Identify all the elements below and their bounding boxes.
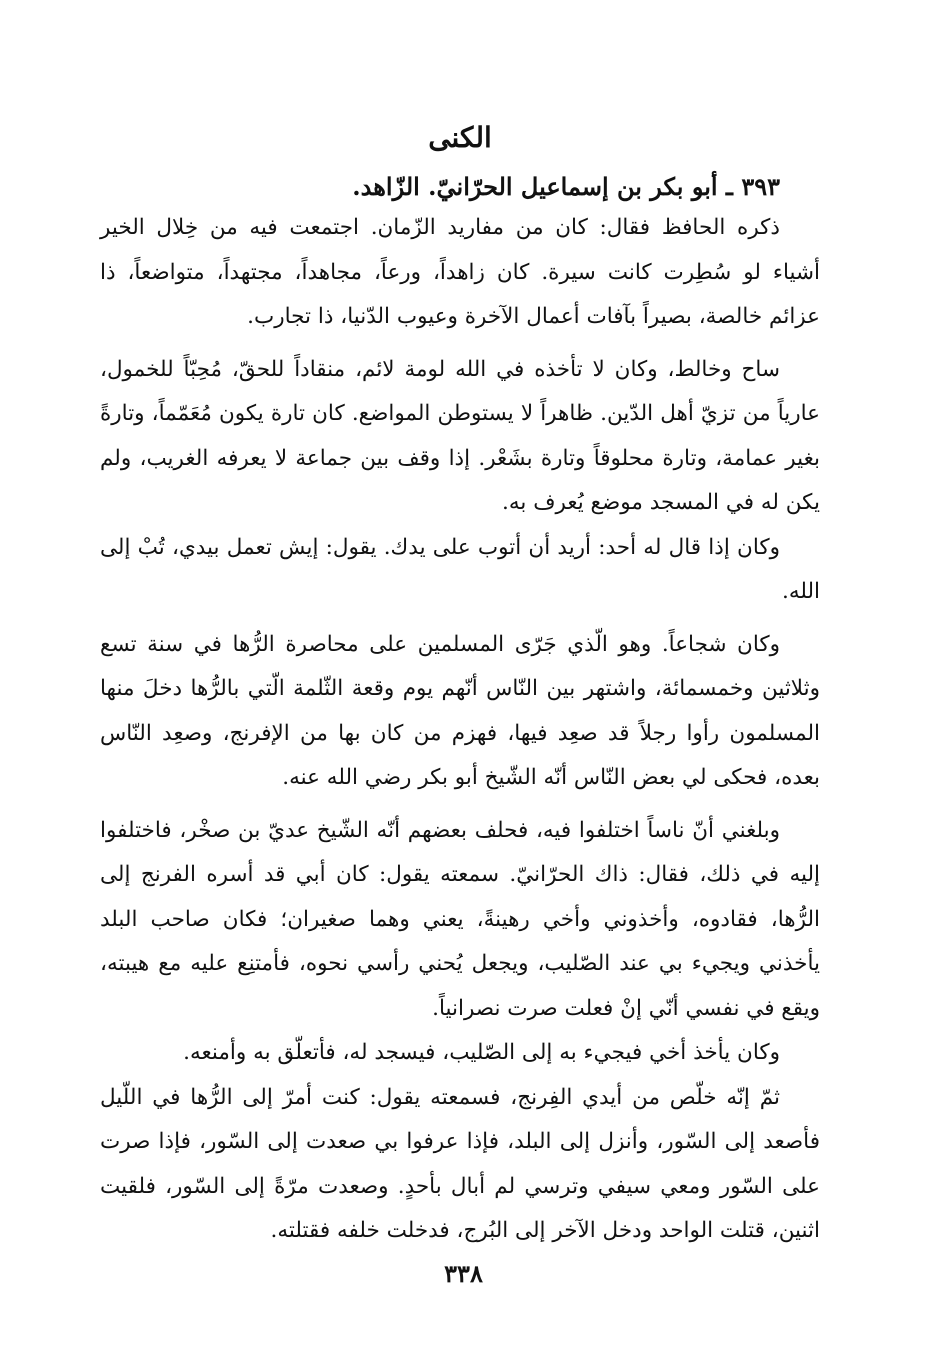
entry-separator: ـ xyxy=(717,172,742,201)
paragraph-4: وكان شجاعاً. وهو الّذي جَرّى المسلمين على محاصرة الرُّها في سنة تسع وثلاثين وخمسمائة، واشتهر بين النّاس أنّهم يوم وقعة الثّلمة الّتي بالرُّها دخلَ منها المسلمون رأوا رجلاً قد صعِد فيها، فهزم من كان بها من الإفرنج، وصعِد النّاس بعده، فحكى لي بعض النّاس أنّه الشّيخ أبو بكر رضي الله عنه. xyxy=(100,631,820,790)
entry-number: ٣٩٣ xyxy=(741,172,780,201)
entry-name: أبو بكر بن إسماعيل الحرّانيّ. الزّاهد. xyxy=(352,172,718,201)
book-page xyxy=(100,118,820,1254)
paragraph-7: ثمّ إنّه خلّص من أيدي الفِرنج، فسمعته يقول: كنت أمرّ إلى الرُّها في اللّيل فأصعد إلى السّور، وأنزل إلى البلد، فإذا عرفوا بي صعدت إلى السّور، فإذا صرت على السّور ومعي سيفي وترسي لم أبال بأحدٍ. وصعدت مرّةً إلى السّور، فلقيت اثنين، قتلت الواحد ودخل الآخر إلى البُرج، فدخلت خلفه فقتلته. xyxy=(100,1084,820,1243)
entry-title xyxy=(100,168,780,206)
paragraph-6: وكان يأخذ أخي فيجيء به إلى الصّليب، فيسجد له، فأتعلّق به وأمنعه. xyxy=(183,1040,780,1065)
page-number: ٣٣٨ xyxy=(444,1259,483,1288)
paragraph-2: ساح وخالط، وكان لا تأخذه في الله لومة لائم، منقاداً للحقّ، مُحِبّاً للخمول، عارياً من تزيّ أهل الدّين. ظاهراً لا يستوطن المواضع. كان تارة يكون مُعَمّماً، وتارةً بغير عمامة، وتارة محلوقاً وتارة بشَعْر. إذا وقف بين جماعة لا يعرفه الغريب، ولم يكن له في المسجد موضع يُعرف به. xyxy=(100,356,820,515)
section-heading: الكنى xyxy=(428,121,492,154)
paragraph-3: وكان إذا قال له أحد: أريد أن أتوب على يدك. يقول: إيش تعمل بيدي، تُبْ إلى الله. xyxy=(100,534,820,604)
paragraph-5: وبلغني أنّ ناساً اختلفوا فيه، فحلف بعضهم أنّه الشّيخ عديّ بن صخْر، فاختلفوا إليه في ذلك، فقال: ذاك الحرّانيّ. سمعته يقول: كان أبي قد أسره الفرنج إلى الرُّها، فقادوه، وأخذوني وأخي رهينةً، يعني وهما صغيران؛ فكان صاحب البلد يأخذني ويجيء بي عند الصّليب، ويجعل يُحني رأسي نحوه، فأمتنِع عليه مع هيبته، ويقع في نفسي أنّي إنْ فعلت صرت نصرانياً. xyxy=(100,817,820,1021)
paragraph-1: ذكره الحافظ فقال: كان من مفاريد الزّمان. اجتمعت فيه من خِلال الخير أشياء لو سُطِرت كانت سيرة. كان زاهداً، ورعاً، مجاهداً، مجتهداً، متواضعاً، ذا عزائم خالصة، بصيراً بآفات أعمال الآخرة وعيوب الدّنيا، ذا تجارب. xyxy=(100,215,820,329)
